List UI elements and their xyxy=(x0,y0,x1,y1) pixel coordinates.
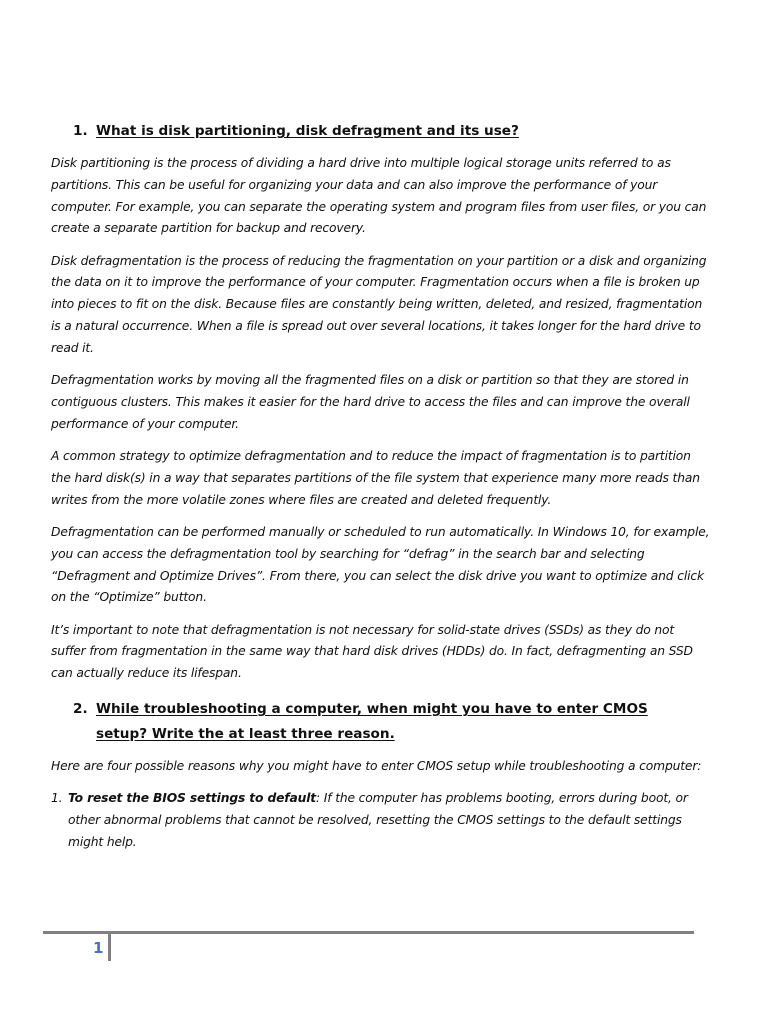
list-item-number: 1. xyxy=(51,791,63,806)
paragraph-windows-defrag: Defragmentation can be performed manually or scheduled to run automatically. In Windows 10, for example, you can access the defragmentation tool by searching for “defrag” in the search bar and selecting “Defragment and Optimize Drives”. From there, you can select the disk drive you want to optimize and click on the “Optimize” button. xyxy=(51,524,710,605)
list-item-text: : If the computer has problems booting, errors during boot, or other abnormal problems that cannot be resolved, resetting the CMOS settings to the default settings might help. xyxy=(68,791,688,849)
paragraph-strategy: A common strategy to optimize defragmentation and to reduce the impact of fragmentation is to partition the hard disk(s) in a way that separates partitions of the file system that experience many more reads than writes from the more volatile zones where files are created and deleted frequently. xyxy=(51,449,700,507)
list-item xyxy=(51,788,711,853)
section-1-heading xyxy=(51,119,711,144)
footer-divider xyxy=(43,931,694,934)
paragraph-ssd-note: It’s important to note that defragmentation is not necessary for solid-state drives (SSDs) as they do not suffer from fragmentation in the same way that hard disk drives (HDDs) do. In fact, defragmenting an SSD can actually reduce its lifespan. xyxy=(51,622,693,681)
list-item-body xyxy=(68,788,711,853)
paragraph-defrag-works: Defragmentation works by moving all the fragmented files on a disk or partition so that they are stored in contiguous clusters. This makes it easier for the hard drive to access the files and can improve the overall performance of your computer. xyxy=(51,373,690,431)
footer-vertical-bar xyxy=(108,934,111,961)
paragraph-defragmentation: Disk defragmentation is the process of reducing the fragmentation on your partition or a disk and organizing the data on it to improve the performance of your computer. Fragmentation occurs when a file is broken up into pieces to fit on the disk. Because files are constantly being written, deleted, and resized, fragmentation is a natural occurrence. When a file is spread out over several locations, it takes longer for the hard drive to read it. xyxy=(51,253,707,355)
section-2-heading xyxy=(51,697,711,747)
list-item-lead: To reset the BIOS settings to default xyxy=(68,791,317,806)
paragraph-partitioning: Disk partitioning is the process of dividing a hard drive into multiple logical storage units referred to as partitions. This can be useful for organizing your data and can also improve the performance of your computer. For example, you can separate the operating system and program files from user files, or you can create a separate partition for backup and recovery. xyxy=(51,156,707,236)
section-1-number: 1. xyxy=(73,123,88,139)
section-2-number: 2. xyxy=(73,701,88,718)
document-body xyxy=(51,119,711,854)
page-number: 1 xyxy=(93,939,104,957)
section-2-title: While troubleshooting a computer, when might you have to enter CMOS setup? Write the at least three reason. xyxy=(96,701,648,743)
paragraph-cmos-intro: Here are four possible reasons why you might have to enter CMOS setup while troubleshooting a computer: xyxy=(51,759,702,774)
section-1-title: What is disk partitioning, disk defragment and its use? xyxy=(96,123,519,139)
